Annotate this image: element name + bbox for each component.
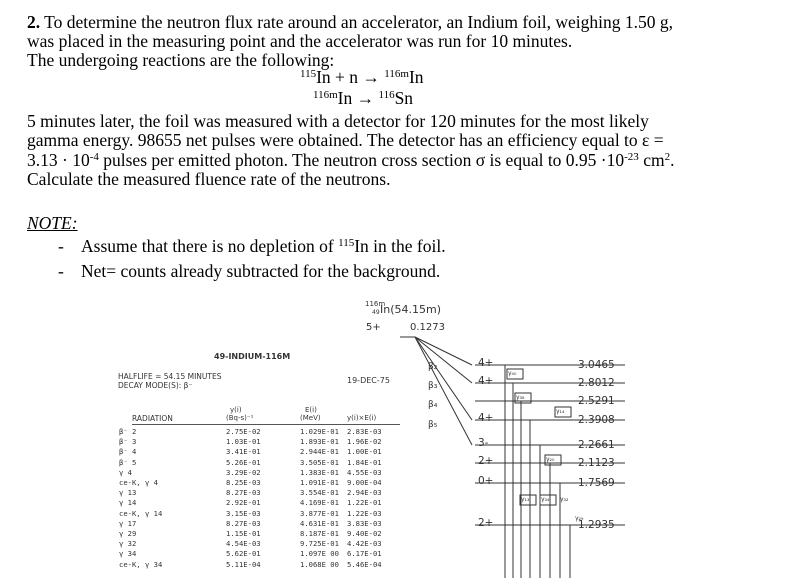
note-item-2: Net= counts already subtracted for the background. xyxy=(81,261,441,281)
gamma-label: γ₂₀ xyxy=(546,456,555,463)
value-cell: 1.22E-01 xyxy=(347,498,382,508)
bullet-dash: - xyxy=(58,236,64,256)
col-ei: E(i) xyxy=(305,406,317,414)
value-cell: 1.383E-01 xyxy=(300,467,339,477)
beta-line xyxy=(415,337,472,420)
value-cell: 5.11E-04 xyxy=(226,559,261,569)
value-cell: 1.068E 00 xyxy=(300,559,339,569)
value-cell: 2.83E-03 xyxy=(347,427,382,436)
value-cell: 1.84E-01 xyxy=(347,457,382,467)
gamma-label: γ₃₄ xyxy=(541,496,550,503)
scan-halflife: HALFLIFE = 54.15 MINUTES xyxy=(118,372,222,381)
value-cell: 4.631E-01 xyxy=(300,518,339,528)
note-item-1 xyxy=(81,236,446,257)
gamma-label: γ₁₃ xyxy=(521,496,530,503)
exponent: -4 xyxy=(89,151,99,163)
value-cell: 2.944E-01 xyxy=(300,447,339,457)
value-cell: 3.15E-03 xyxy=(226,508,261,518)
col-radiation: RADIATION xyxy=(132,414,173,423)
level-spin: 2+ xyxy=(478,517,494,529)
level-energy: 2.2661 xyxy=(578,439,615,451)
note-label: NOTE: xyxy=(27,213,78,233)
problem-text: To determine the neutron flux rate around an accelerator, an Indium foil, weighing 1.50 g, xyxy=(40,12,674,32)
level-energy: 2.8012 xyxy=(578,377,615,389)
problem-line-6 xyxy=(27,151,674,170)
radiation-cell: γ 13 xyxy=(119,488,137,498)
value-cell: 4.169E-01 xyxy=(300,498,339,508)
value-cell: 2.75E-02 xyxy=(226,427,261,436)
reaction-lhs: In → xyxy=(337,88,375,108)
gamma-label: γ₂₉ xyxy=(575,515,584,522)
col-yi: y(i) xyxy=(230,406,242,414)
value-cell: 6.17E-01 xyxy=(347,549,382,559)
problem-line-7: Calculate the measured fluence rate of the neutrons. xyxy=(27,169,391,189)
radiation-cell: ce-K, γ 14 xyxy=(119,508,163,518)
beta-line xyxy=(415,337,472,383)
level-spin: 0+ xyxy=(478,475,494,487)
scan-header: 49-INDIUM-116M xyxy=(214,352,291,361)
col-yi-unit: (Bq-s)⁻¹ xyxy=(226,414,254,422)
value-cell: 8.187E-01 xyxy=(300,529,339,538)
problem-number: 2. xyxy=(27,12,41,32)
table-rule xyxy=(132,424,400,425)
level-spin: 2+ xyxy=(478,455,494,467)
value-cell: 4.42E-03 xyxy=(347,539,382,549)
value-cell: 1.097E 00 xyxy=(300,549,339,559)
radiation-cell: ce-K, γ 34 xyxy=(119,559,163,569)
value-cell: 4.54E-03 xyxy=(226,539,261,549)
gamma-label: γ₃₂ xyxy=(560,496,569,503)
parent-energy: 0.1273 xyxy=(410,322,445,333)
value-cell: 1.03E-01 xyxy=(226,437,261,447)
value-cell: 1.00E-01 xyxy=(347,447,382,457)
beta-label: β₃ xyxy=(428,381,438,391)
beta-line xyxy=(415,337,472,445)
problem-line-1 xyxy=(27,13,673,32)
radiation-cell: β⁻ 3 xyxy=(119,437,137,447)
radiation-cell: γ 29 xyxy=(119,529,137,538)
radiation-cell: γ 32 xyxy=(119,539,137,549)
value-cell: 3.41E-01 xyxy=(226,447,261,457)
parent-z: 49 xyxy=(372,309,380,316)
radiation-cell: β⁻ 4 xyxy=(119,447,137,457)
scan-decay-mode: DECAY MODE(S): β⁻ xyxy=(118,381,193,390)
beta-label: β₂ xyxy=(428,362,438,372)
value-cell: 3.29E-02 xyxy=(226,467,261,477)
level-spin: 3- xyxy=(478,437,489,449)
level-energy: 1.2935 xyxy=(578,519,615,531)
col-ei-unit: (MeV) xyxy=(300,414,321,422)
reaction-rhs: In xyxy=(408,67,424,87)
reaction-rhs: Sn xyxy=(394,88,414,108)
mass-number: 116m xyxy=(313,89,338,101)
value-cell: 1.96E-02 xyxy=(347,437,382,447)
reaction-lhs: In + n → xyxy=(316,67,380,87)
radiation-cell: β⁻ 2 xyxy=(119,427,137,436)
value-cell: 3.877E-01 xyxy=(300,508,339,518)
problem-line-4: 5 minutes later, the foil was measured with a detector for 120 minutes for the most likely xyxy=(27,111,649,131)
problem-line-2: was placed in the measuring point and the accelerator was run for 10 minutes. xyxy=(27,31,573,51)
gamma-label: γ₄₀ xyxy=(508,370,517,377)
level-energy: 1.7569 xyxy=(578,477,615,489)
parent-label: In(54.15m) xyxy=(380,303,442,316)
line6-a: 3.13 · 10 xyxy=(27,150,90,170)
parent-spin: 5+ xyxy=(366,322,381,333)
value-cell: 8.27E-03 xyxy=(226,518,261,528)
exponent: -23 xyxy=(624,151,639,163)
beta-line xyxy=(415,337,472,365)
level-spin: 4+ xyxy=(478,412,494,424)
value-cell: 9.40E-02 xyxy=(347,529,382,538)
radiation-cell: γ 34 xyxy=(119,549,137,559)
value-cell: 4.55E-03 xyxy=(347,467,382,477)
gamma-label: γ₁₄ xyxy=(556,408,565,415)
reaction-2 xyxy=(313,88,413,109)
value-cell: 1.22E-03 xyxy=(347,508,382,518)
radiation-cell: ce-K, γ 4 xyxy=(119,478,158,487)
value-cell: 5.26E-01 xyxy=(226,457,261,467)
value-cell: 8.25E-03 xyxy=(226,478,261,487)
radiation-cell: γ 17 xyxy=(119,518,137,528)
problem-line-5: gamma energy. 98655 net pulses were obtained. The detector has an efficiency equal to ε = xyxy=(27,130,664,150)
value-cell: 8.27E-03 xyxy=(226,488,261,498)
parent-mass: 116m xyxy=(365,300,386,308)
level-spin: 4+ xyxy=(478,375,494,387)
value-cell: 1.893E-01 xyxy=(300,437,339,447)
line6-b: pulses per emitted photon. The neutron cross section σ is equal to 0.95 ·10 xyxy=(98,150,625,170)
mass-number: 116m xyxy=(384,68,409,80)
mass-number: 116 xyxy=(378,89,395,101)
reaction-1 xyxy=(300,67,424,88)
value-cell: 3.505E-01 xyxy=(300,457,339,467)
level-energy: 2.5291 xyxy=(578,395,615,407)
value-cell: 1.15E-01 xyxy=(226,529,261,538)
note-item-text: In in the foil. xyxy=(354,236,446,256)
col-prod: y(i)×E(i) xyxy=(347,414,377,422)
value-cell: 9.00E-04 xyxy=(347,478,382,487)
radiation-cell: β⁻ 5 xyxy=(119,457,137,467)
value-cell: 3.83E-03 xyxy=(347,518,382,528)
mass-number: 115 xyxy=(338,237,355,249)
problem-line-3: The undergoing reactions are the following: xyxy=(27,50,335,70)
level-energy: 2.1123 xyxy=(578,457,615,469)
value-cell: 2.94E-03 xyxy=(347,488,382,498)
gamma-label: γ₃₈ xyxy=(516,394,525,401)
level-spin: 4+ xyxy=(478,357,494,369)
value-cell: 3.554E-01 xyxy=(300,488,339,498)
level-energy: 3.0465 xyxy=(578,359,615,371)
value-cell: 5.62E-01 xyxy=(226,549,261,559)
radiation-cell: γ 14 xyxy=(119,498,137,508)
note-item-text: Assume that there is no depletion of xyxy=(81,236,339,256)
exponent: 2 xyxy=(664,151,671,163)
radiation-cell: γ 4 xyxy=(119,467,132,477)
beta-label: β₅ xyxy=(428,420,438,430)
line6-d: . xyxy=(670,150,675,170)
value-cell: 2.92E-01 xyxy=(226,498,261,508)
beta-label: β₄ xyxy=(428,400,438,410)
level-energy: 2.3908 xyxy=(578,414,615,426)
scan-date: 19-DEC-75 xyxy=(347,376,390,385)
value-cell: 9.725E-01 xyxy=(300,539,339,549)
value-cell: 1.091E-01 xyxy=(300,478,339,487)
bullet-dash: - xyxy=(58,261,64,281)
value-cell: 5.46E-04 xyxy=(347,559,382,569)
mass-number: 115 xyxy=(300,68,317,80)
line6-c: cm xyxy=(638,150,665,170)
value-cell: 1.029E-01 xyxy=(300,427,339,436)
